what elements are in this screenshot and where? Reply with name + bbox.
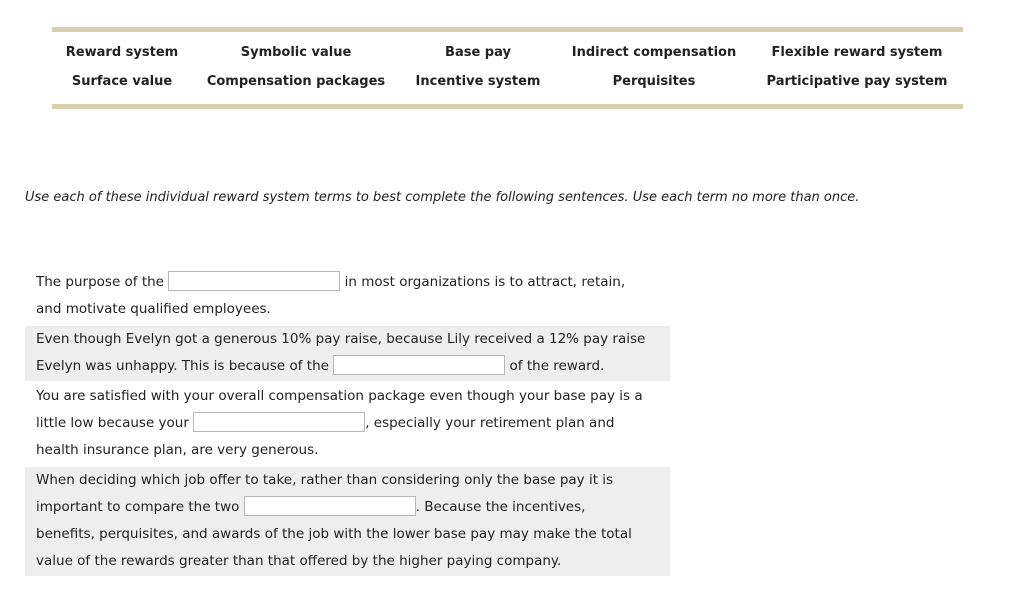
sentence-2 xyxy=(25,326,670,381)
sentence-1-line-2: and motivate qualified employees. xyxy=(36,301,271,317)
term-reward-system[interactable]: Reward system xyxy=(65,45,179,60)
sentence-1 xyxy=(25,269,670,324)
sentence-3 xyxy=(25,383,670,465)
term-bank xyxy=(52,27,963,109)
term-surface-value[interactable]: Surface value xyxy=(71,74,173,89)
sentence-1-text-before: The purpose of the xyxy=(36,274,164,290)
sentence-4-text-before: important to compare the two xyxy=(36,499,240,515)
sentence-4-line-3: benefits, perquisites, and awards of the job with the lower base pay may make the total xyxy=(36,526,632,542)
sentence-3-line-3: health insurance plan, are very generous. xyxy=(36,442,319,458)
sentence-2-blank[interactable] xyxy=(333,355,505,375)
sentence-4-line-1: When deciding which job offer to take, rather than considering only the base pay it is xyxy=(36,472,614,488)
sentence-2-text-after: of the reward. xyxy=(509,358,605,374)
term-indirect-compensation[interactable]: Indirect compensation xyxy=(571,45,737,60)
sentence-2-line-1: Even though Evelyn got a generous 10% pay raise, because Lily received a 12% pay raise xyxy=(36,331,646,347)
term-participative-pay-system[interactable]: Participative pay system xyxy=(766,74,948,89)
term-base-pay[interactable]: Base pay xyxy=(445,45,511,60)
term-symbolic-value[interactable]: Symbolic value xyxy=(240,45,352,60)
sentence-4-text-after: . Because the incentives, xyxy=(415,499,586,515)
sentence-4-line-4: value of the rewards greater than that offered by the higher paying company. xyxy=(36,553,562,569)
sentence-2-text-before: Evelyn was unhappy. This is because of the xyxy=(36,358,329,374)
term-flexible-reward-system[interactable]: Flexible reward system xyxy=(771,45,943,60)
sentence-4-blank[interactable] xyxy=(244,496,416,516)
instructions: Use each of these individual reward system terms to best complete the following sentences. Use each term no more than once. xyxy=(25,190,860,205)
sentence-4 xyxy=(25,467,670,576)
sentence-1-text-after: in most organizations is to attract, retain, xyxy=(344,274,626,290)
sentence-3-blank[interactable] xyxy=(193,412,365,432)
sentence-1-blank[interactable] xyxy=(168,271,340,291)
term-compensation-packages[interactable]: Compensation packages xyxy=(206,74,386,89)
term-perquisites[interactable]: Perquisites xyxy=(612,74,696,89)
sentence-3-text-after: , especially your retirement plan and xyxy=(365,415,615,431)
sentence-3-line-1: You are satisfied with your overall compensation package even though your base pay is a xyxy=(36,388,643,404)
term-incentive-system[interactable]: Incentive system xyxy=(415,74,541,89)
sentence-3-text-before: little low because your xyxy=(36,415,189,431)
